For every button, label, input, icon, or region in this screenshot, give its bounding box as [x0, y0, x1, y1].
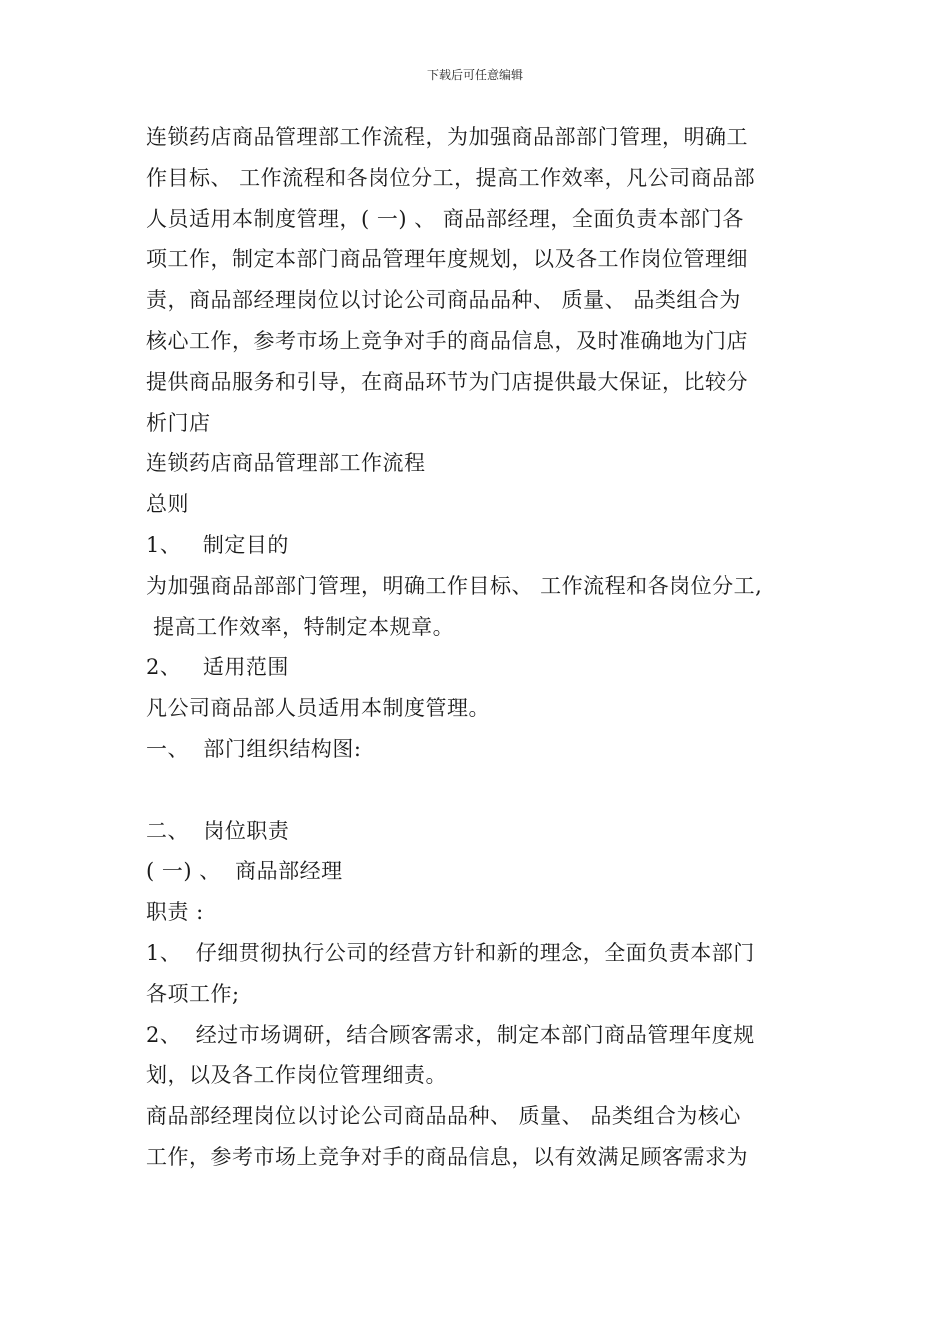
text-line: 1、 制定目的 [146, 532, 289, 557]
text-line: 提供商品服务和引导，在商品环节为门店提供最大保证，比较分 [146, 369, 748, 394]
text-line: 凡公司商品部人员适用本制度管理。 [146, 696, 490, 721]
text-line: 核心工作，参考市场上竞争对手的商品信息，及时准确地为门店 [146, 328, 748, 353]
text-line: 提高工作效率，特制定本规章。 [146, 614, 455, 639]
text-line: 划，以及各工作岗位管理细责。 [146, 1063, 447, 1088]
text-line: 2、 经过市场调研，结合顾客需求，制定本部门商品管理年度规 [146, 1022, 755, 1047]
text-line: 为加强商品部部门管理，明确工作目标、 工作流程和各岗位分工, [146, 573, 763, 598]
text-line: 作目标、 工作流程和各岗位分工，提高工作效率，凡公司商品部 [146, 165, 756, 190]
text-line: 连锁药店商品管理部工作流程，为加强商品部部门管理，明确工 [146, 125, 748, 149]
text-line: 人员适用本制度管理，( 一) 、 商品部经理，全面负责本部门各 [146, 206, 744, 231]
text-line: 二、 岗位职责 [146, 818, 290, 843]
text-line: 2、 适用范围 [146, 655, 289, 680]
text-line: 责，商品部经理岗位以讨论公司商品品种、 质量、 品类组合为 [146, 288, 741, 313]
text-line: 商品部经理岗位以讨论公司商品品种、 质量、 品类组合为核心 [146, 1104, 741, 1129]
text-line: 总则 [146, 492, 189, 517]
blank-line [146, 770, 826, 811]
document-body [146, 117, 826, 1178]
text-line: 析门店 [146, 410, 211, 435]
text-line: 项工作，制定本部门商品管理年度规划，以及各工作岗位管理细 [146, 247, 748, 272]
text-line: 职责 : [146, 900, 204, 925]
text-line: 工作，参考市场上竞争对手的商品信息，以有效满足顾客需求为 [146, 1144, 748, 1169]
page-header: 下载后可任意编辑 [426, 68, 523, 82]
text-line: 1、 仔细贯彻执行公司的经营方针和新的理念，全面负责本部门 [146, 940, 755, 965]
text-line: ( 一) 、 商品部经理 [146, 859, 343, 884]
text-line: 连锁药店商品管理部工作流程 [146, 451, 426, 476]
text-line: 一、 部门组织结构图: [146, 736, 362, 761]
text-line: 各项工作; [146, 981, 240, 1006]
